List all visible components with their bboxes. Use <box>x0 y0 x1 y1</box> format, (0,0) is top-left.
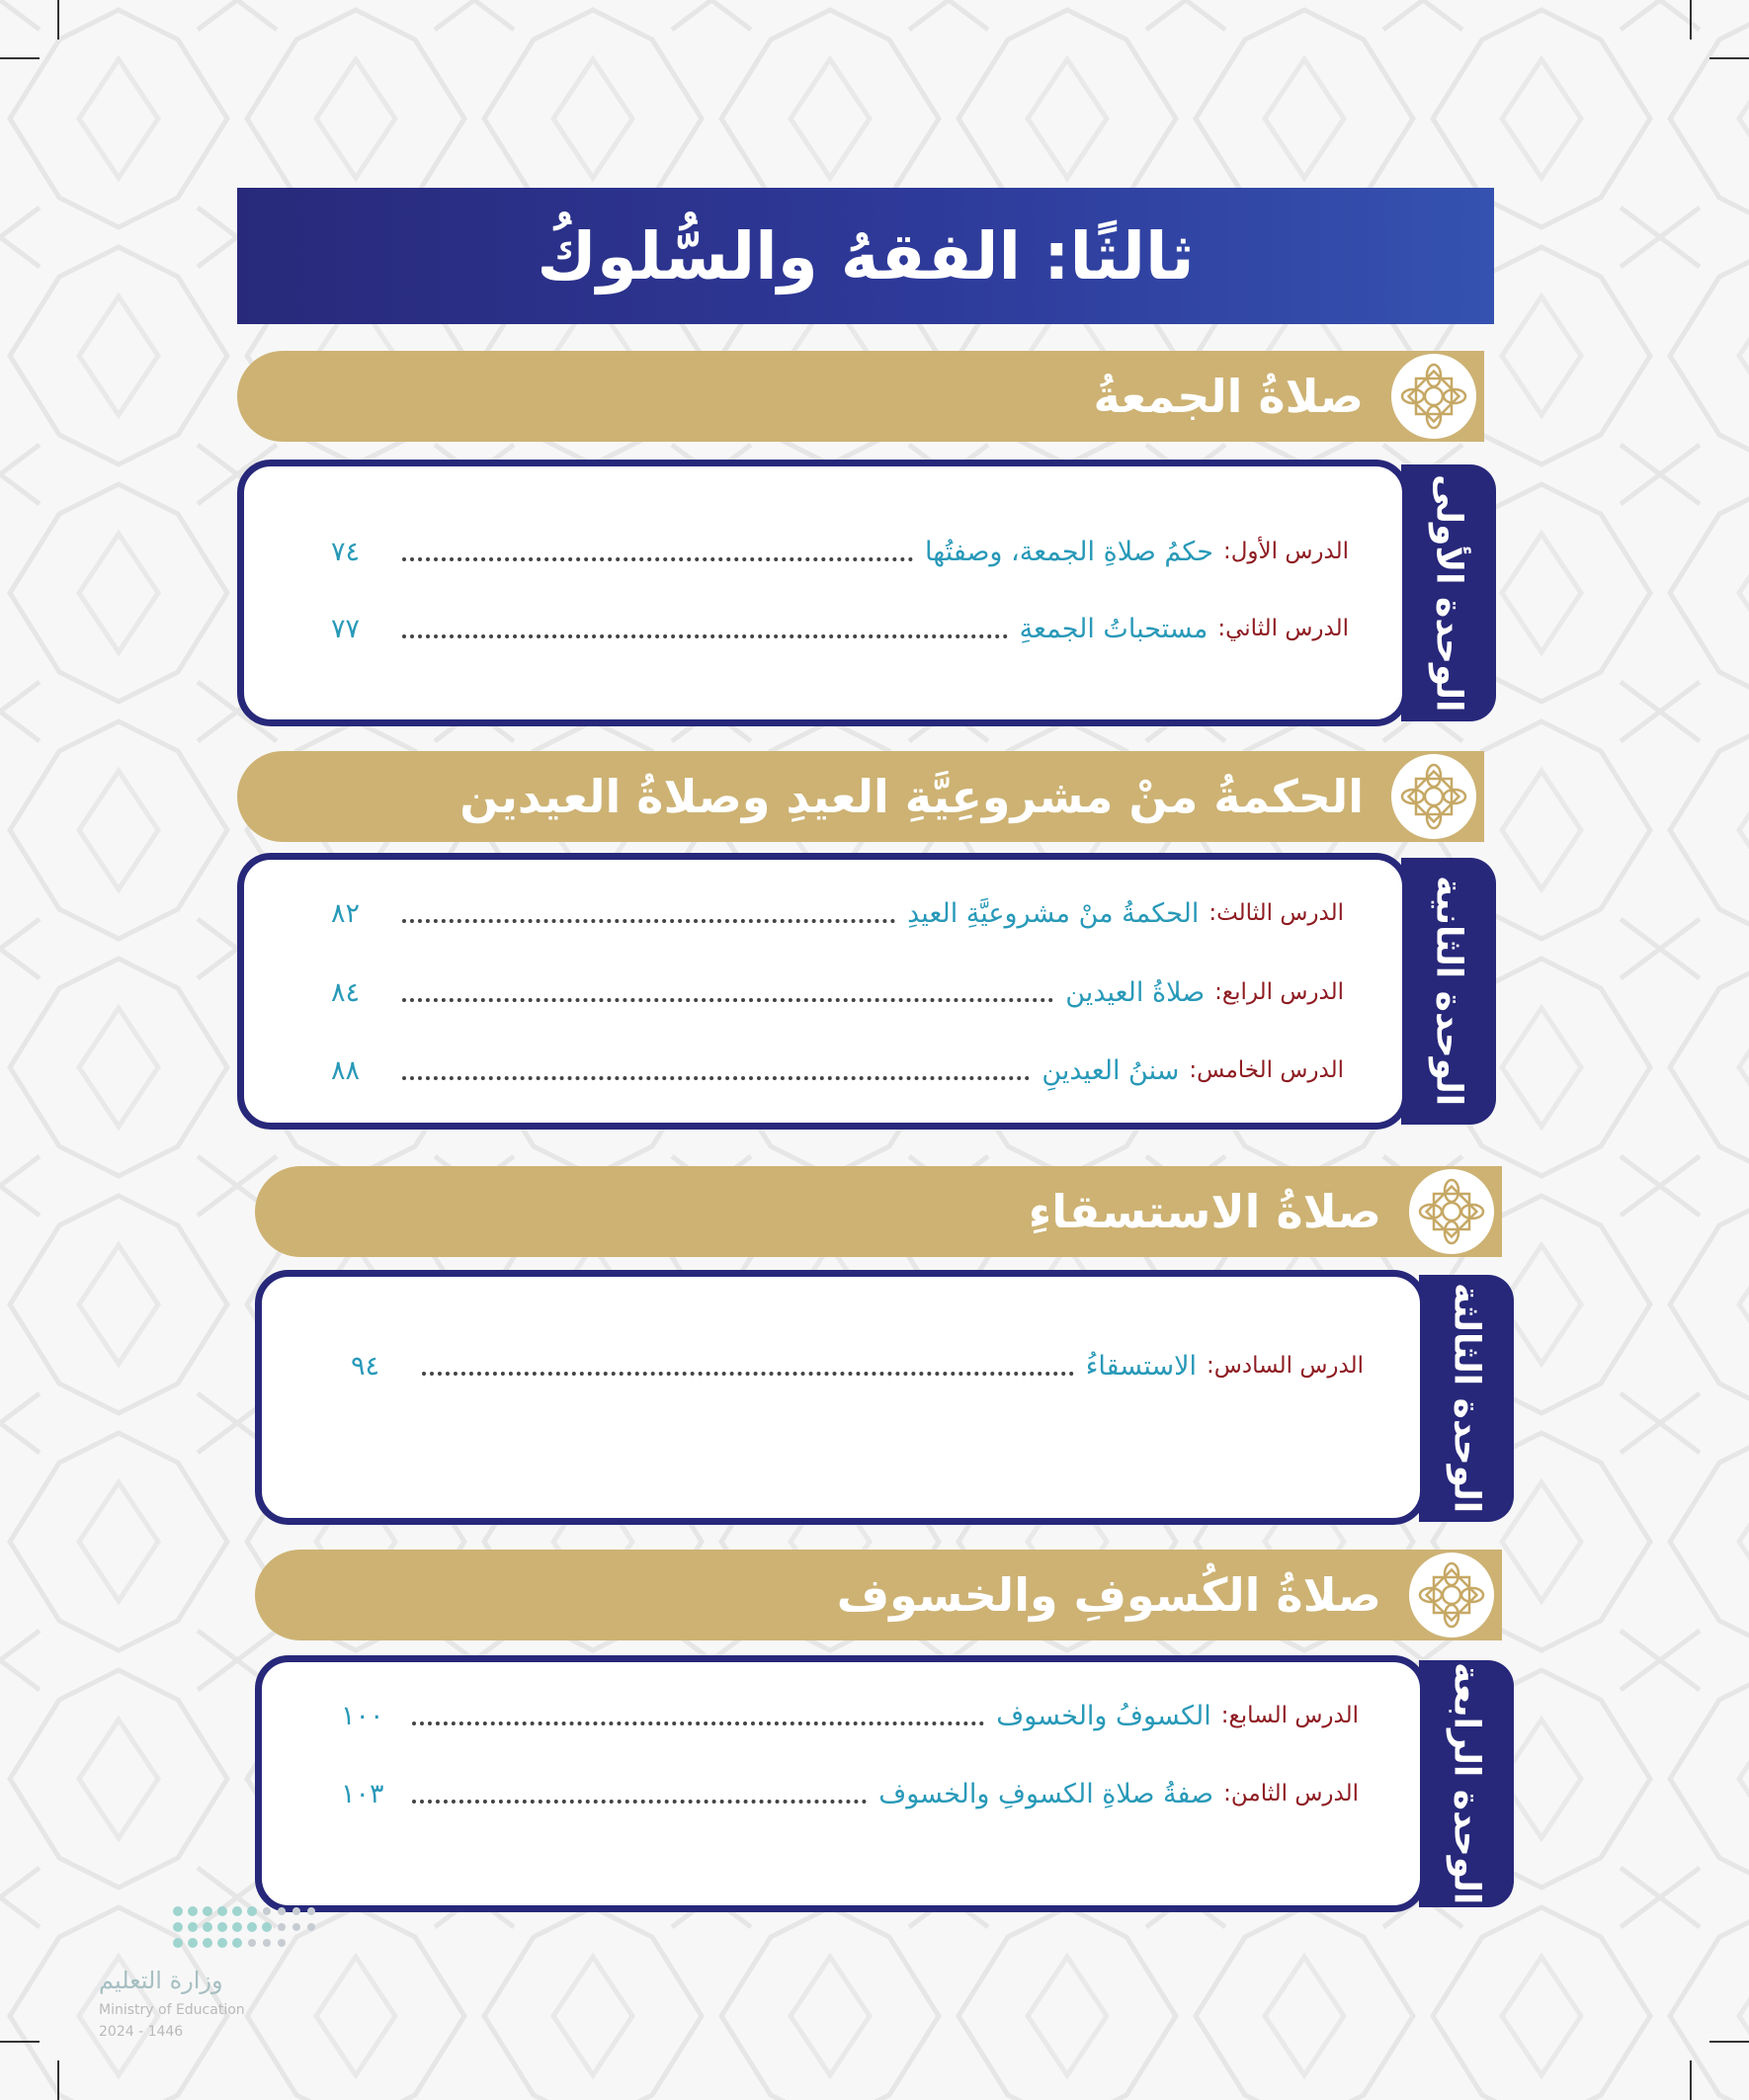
lessons-box <box>255 1270 1427 1525</box>
crop-mark <box>57 0 59 40</box>
unit-tab <box>1401 858 1496 1125</box>
crop-mark <box>1709 2041 1749 2043</box>
lesson-title: صفةُ صلاةِ الكسوفِ والخسوف <box>878 1778 1214 1809</box>
logo-arabic-text: وزارة التعليم <box>99 1967 223 1994</box>
lesson-label: الدرس الخامس <box>1197 1057 1344 1083</box>
lessons-box <box>237 460 1409 726</box>
lesson-title: الاستسقاءُ <box>1085 1350 1198 1382</box>
logo-year: 2024 - 1446 <box>99 2024 184 2040</box>
page-number: ١٠٣ <box>341 1778 384 1809</box>
crop-mark <box>0 2041 40 2043</box>
crop-mark <box>1690 2060 1692 2100</box>
leader-dots <box>402 998 1053 1002</box>
page-number: ٧٤ <box>331 536 361 567</box>
lesson-label: الدرس الثالث <box>1216 900 1344 926</box>
unit-tab <box>1401 464 1496 721</box>
unit-title: صلاةُ الكُسوفِ والخسوف <box>836 1568 1381 1622</box>
section-banner <box>237 188 1494 324</box>
lesson-label: الدرس السادس <box>1213 1353 1364 1379</box>
rosette-icon <box>1391 754 1476 839</box>
lesson-title: الكسوفُ والخسوف <box>996 1700 1211 1731</box>
leader-dots <box>402 1076 1030 1080</box>
unit-tab <box>1419 1660 1514 1907</box>
lesson-item[interactable]: الدرس الخامس : سننُ العيدينِ ٨٨ <box>331 1054 1344 1086</box>
unit-title: صلاةُ الاستسقاءِ <box>1028 1185 1381 1238</box>
unit-title-bar <box>255 1166 1502 1257</box>
lesson-label: الدرس الرابع <box>1221 979 1344 1005</box>
lesson-item[interactable]: الدرس الثامن : صفةُ صلاةِ الكسوفِ والخسوف ١٠٣ <box>341 1778 1359 1809</box>
lesson-item[interactable]: الدرس السادس : الاستسقاءُ ٩٤ <box>351 1350 1364 1382</box>
unit-title-bar <box>237 351 1484 442</box>
page-number: ٨٤ <box>331 976 361 1008</box>
page-number: ٩٤ <box>351 1350 380 1382</box>
leader-dots <box>402 919 895 923</box>
lesson-item[interactable]: الدرس الرابع : صلاةُ العيدين ٨٤ <box>331 976 1344 1008</box>
lesson-title: حكمُ صلاةِ الجمعة، وصفتُها <box>925 536 1213 567</box>
unit-title-bar <box>255 1550 1502 1640</box>
page-number: ٨٢ <box>331 897 361 929</box>
unit-label: الوحدة الرابعة <box>1446 1662 1487 1905</box>
crop-mark <box>57 2060 59 2100</box>
leader-dots <box>402 557 913 561</box>
unit-title: الحكمةُ منْ مشروعِيَّةِ العيدِ وصلاةُ العيدين <box>459 770 1364 823</box>
lesson-item[interactable]: الدرس الثالث : الحكمةُ منْ مشروعيَّةِ العيدِ ٨٢ <box>331 897 1344 929</box>
crop-mark <box>0 57 40 59</box>
rosette-icon <box>1391 354 1476 439</box>
rosette-icon <box>1409 1553 1494 1638</box>
page-number: ١٠٠ <box>341 1700 384 1731</box>
lesson-label: الدرس السابع <box>1228 1703 1359 1728</box>
leader-dots <box>402 634 1008 638</box>
lesson-item[interactable]: الدرس الثاني : مستحباتُ الجمعةِ ٧٧ <box>331 613 1349 644</box>
crop-mark <box>1690 0 1692 40</box>
leader-dots <box>412 1722 984 1725</box>
leader-dots <box>412 1800 867 1804</box>
leader-dots <box>422 1372 1074 1376</box>
unit-title: صلاةُ الجمعةُ <box>1093 370 1364 423</box>
unit-label: الوحدة الثالثة <box>1446 1283 1487 1514</box>
unit-label: الوحدة الأولى <box>1428 473 1469 713</box>
lesson-title: سننُ العيدينِ <box>1041 1054 1180 1086</box>
logo-english-text: Ministry of Education <box>99 2002 245 2018</box>
unit-title-bar <box>237 751 1484 842</box>
lesson-title: الحكمةُ منْ مشروعيَّةِ العيدِ <box>907 897 1200 929</box>
lesson-label: الدرس الثامن <box>1230 1781 1359 1806</box>
logo-dots-icon <box>99 1897 326 1967</box>
page-number: ٨٨ <box>331 1054 361 1086</box>
page-number: ٧٧ <box>331 613 361 644</box>
lesson-item[interactable]: الدرس الأول : حكمُ صلاةِ الجمعة، وصفتُها ٧٤ <box>331 536 1349 567</box>
unit-label: الوحدة الثانية <box>1428 876 1469 1107</box>
crop-mark <box>1709 57 1749 59</box>
lesson-label: الدرس الأول <box>1230 539 1349 564</box>
lesson-label: الدرس الثاني <box>1225 616 1349 641</box>
lesson-item[interactable]: الدرس السابع : الكسوفُ والخسوف ١٠٠ <box>341 1700 1359 1731</box>
rosette-icon <box>1409 1169 1494 1254</box>
unit-tab <box>1419 1275 1514 1522</box>
lesson-title: صلاةُ العيدين <box>1065 976 1206 1008</box>
lesson-title: مستحباتُ الجمعةِ <box>1019 613 1208 644</box>
ministry-logo <box>99 1897 326 2046</box>
page-title: ثالثًا: الفقهُ والسُّلوكُ <box>537 217 1195 294</box>
